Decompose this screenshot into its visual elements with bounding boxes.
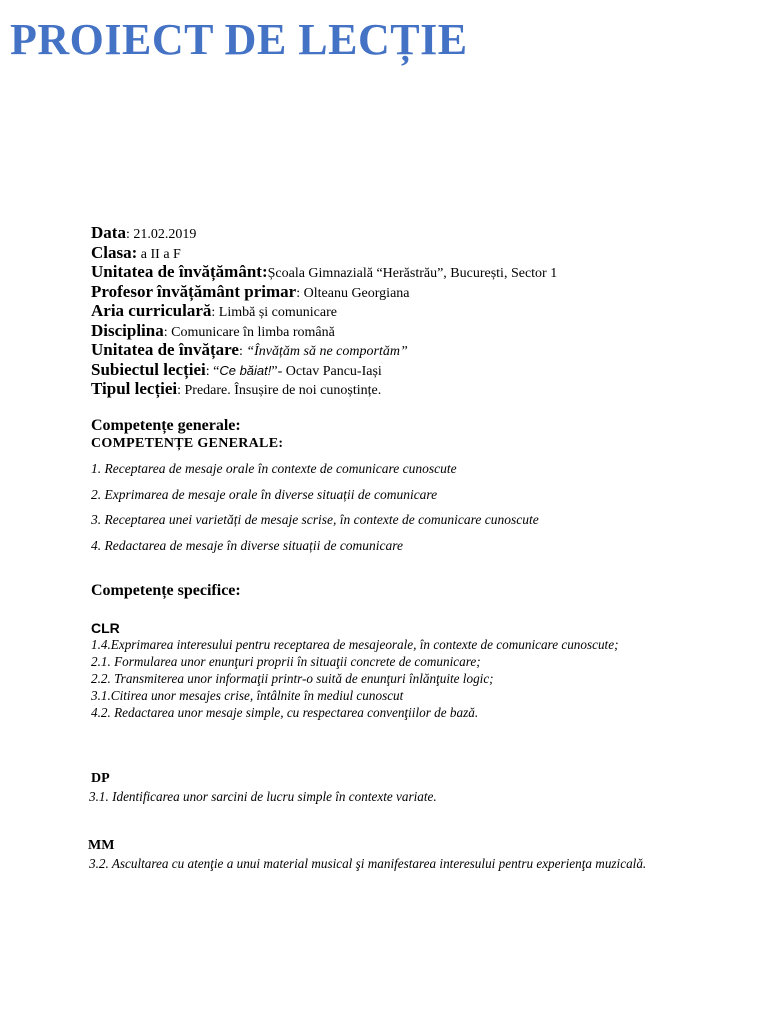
- list-item: 4.2. Redactarea unor mesaje simple, cu respectarea convenţiilor de bază.: [91, 705, 479, 720]
- tip-value: : Predare. Însușire de noi cunoștințe.: [177, 383, 382, 398]
- clr-heading: CLR: [91, 620, 120, 636]
- unitate-label: Unitatea de învățământ:: [91, 262, 268, 281]
- competente-generale-caps-heading: COMPETENȚE GENERALE:: [91, 436, 284, 451]
- subiect-separator: : “: [205, 363, 220, 379]
- data-value: 21.02.2019: [133, 227, 197, 242]
- data-separator: :: [125, 227, 134, 242]
- unitate-invatare-separator: :: [238, 344, 247, 359]
- info-row-profesor: [91, 282, 557, 302]
- clasa-value: a II a F: [137, 246, 181, 262]
- subiect-rest: ”- Octav Pancu-Iași: [271, 363, 382, 379]
- profesor-value: : Olteanu Georgiana: [296, 285, 410, 301]
- clasa-label: Clasa:: [91, 242, 138, 262]
- disciplina-label: Disciplina: [91, 320, 164, 340]
- list-item: 4. Redactarea de mesaje în diverse situații de comunicare: [91, 537, 404, 553]
- competente-specifice-heading: Competențe specifice:: [91, 582, 241, 599]
- subiect-title: Ce băiat!: [219, 362, 272, 378]
- clr-list: [91, 636, 675, 721]
- list-item: 3.1. Identificarea unor sarcini de lucru simple în contexte variate.: [89, 789, 437, 804]
- list-item: 3.2. Ascultarea cu atenţie a unui material musical şi manifestarea interesului pentru experienţa muzicală.: [89, 856, 647, 871]
- list-item: 3. Receptarea unei varietăți de mesaje scrise, în contexte de comunicare cunoscute: [91, 512, 539, 527]
- lesson-info: [91, 223, 557, 399]
- competente-generale-list: [91, 460, 691, 562]
- mm-list: [89, 855, 673, 872]
- info-row-unitate: [91, 262, 557, 282]
- tip-label: Tipul lecției: [91, 379, 178, 398]
- unitate-invatare-label: Unitatea de învățare: [91, 340, 239, 359]
- aria-value: : Limbă și comunicare: [211, 305, 337, 320]
- list-item: 2.1. Formularea unor enunţuri proprii în situaţii concrete de comunicare;: [91, 654, 481, 669]
- document-title: PROIECT DE LECȚIE: [10, 15, 468, 64]
- info-row-disciplina: [91, 321, 557, 341]
- dp-heading: DP: [91, 771, 110, 786]
- info-row-tip: [91, 379, 557, 399]
- info-row-subiect: [91, 360, 557, 380]
- subiect-label: Subiectul lecției: [91, 359, 206, 379]
- info-row-clasa: [91, 243, 557, 263]
- info-row-data: [91, 223, 557, 243]
- list-item: 2. Exprimarea de mesaje orale în diverse situații de comunicare: [91, 486, 438, 502]
- disciplina-value: : Comunicare în limba română: [163, 324, 335, 340]
- profesor-label: Profesor învățământ primar: [91, 281, 297, 301]
- aria-label: Aria curriculară: [91, 301, 212, 320]
- unitate-value: Școala Gimnazială “Herăstrău”, București, Sector 1: [267, 266, 558, 281]
- list-item: 3.1.Citirea unor mesajes crise, întâlnite în mediul cunoscut: [91, 688, 404, 703]
- list-item: 1. Receptarea de mesaje orale în contexte de comunicare cunoscute: [91, 461, 457, 476]
- unitate-invatare-value: “Învățăm să ne comportăm”: [246, 344, 408, 359]
- mm-heading: MM: [88, 838, 115, 853]
- competente-generale-heading: Competențe generale:: [91, 417, 241, 434]
- list-item: 1.4.Exprimarea interesului pentru receptarea de mesajeorale, în contexte de comunicare cunoscute;: [91, 637, 619, 652]
- data-label: Data: [91, 223, 126, 242]
- info-row-unitate-invatare: [91, 340, 557, 360]
- info-row-aria: [91, 301, 557, 321]
- list-item: 2.2. Transmiterea unor informaţii printr-o suită de enunţuri înlănţuite logic;: [91, 671, 494, 686]
- dp-list: [89, 788, 673, 805]
